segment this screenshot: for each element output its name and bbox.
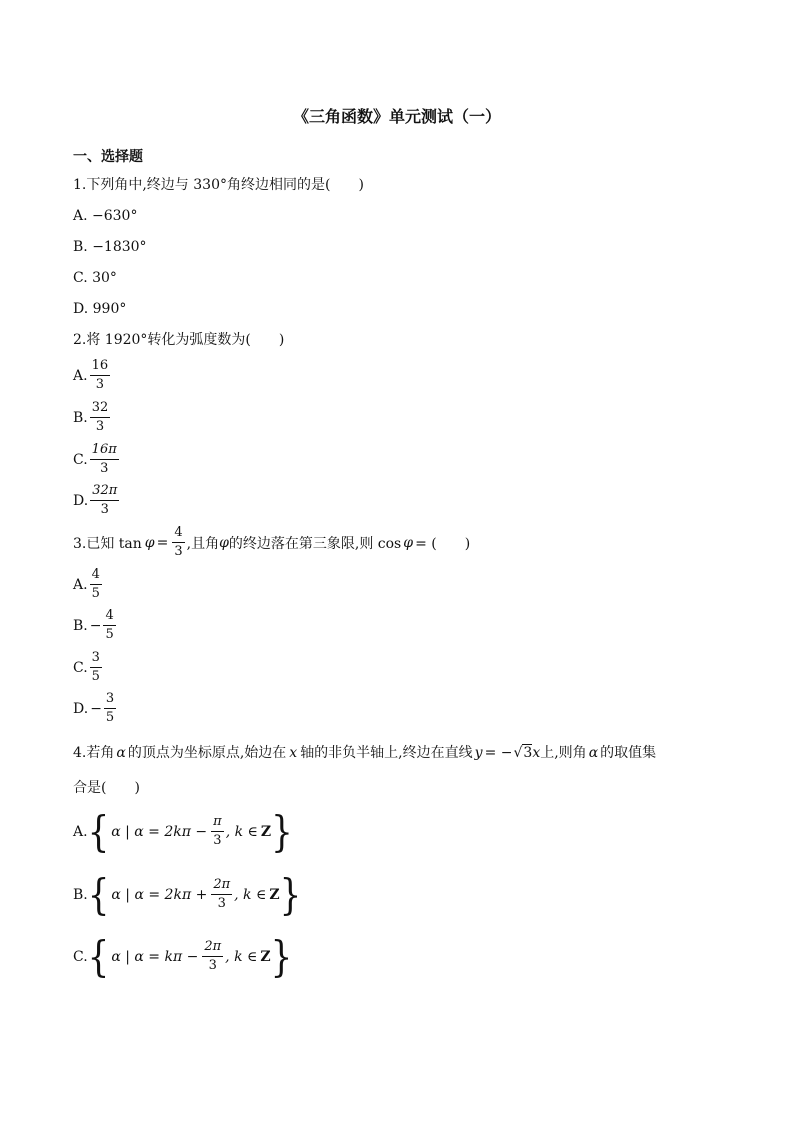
set-condition: , k ∈	[225, 823, 258, 840]
left-brace: {	[87, 869, 110, 920]
question-3-option-d	[73, 690, 118, 727]
sqrt-symbol: √	[513, 745, 523, 761]
integer-set-symbol: Z	[260, 948, 271, 965]
fraction	[90, 649, 102, 686]
denominator: 3	[211, 831, 224, 850]
denominator: 5	[91, 669, 100, 684]
phi-symbol: φ	[403, 534, 414, 551]
question-2-option-d	[73, 482, 121, 519]
phi-symbol: φ	[144, 534, 155, 551]
fraction	[90, 399, 111, 436]
option-label: B.	[73, 617, 88, 634]
question-4-option-c	[73, 931, 293, 982]
fraction	[211, 876, 232, 913]
numerator: π	[213, 814, 222, 829]
stem-text: 的终边落在第三象限,则 cos	[228, 535, 402, 552]
stem-text: 上,则角	[540, 745, 587, 761]
question-2-option-a	[73, 357, 112, 394]
numerator: 16	[91, 358, 109, 373]
fraction	[90, 441, 119, 478]
left-brace: {	[87, 806, 110, 857]
option-label: D.	[73, 700, 89, 717]
stem-text: 的顶点为坐标原点,始边在	[127, 745, 287, 761]
page-title: 《三角函数》单元测试（一）	[292, 107, 501, 126]
numerator: 3	[105, 691, 115, 706]
numerator: 2π	[204, 939, 222, 954]
option-label: A.	[73, 576, 88, 593]
sqrt-radicand: 3	[523, 745, 533, 761]
stem-text: 的取值集	[600, 745, 657, 761]
alpha-symbol: α	[588, 745, 599, 761]
fraction	[103, 607, 115, 644]
question-4-stem-line-2: 合是( )	[73, 780, 140, 796]
x-variable: x	[289, 745, 298, 761]
denominator: 3	[90, 375, 111, 394]
section-heading: 一、选择题	[73, 149, 143, 165]
denominator: 3	[202, 956, 223, 975]
denominator: 5	[105, 710, 115, 725]
stem-text: = ( )	[415, 535, 471, 552]
numerator: 32	[91, 400, 109, 415]
denominator: 5	[105, 627, 114, 642]
set-expression: α | α = kπ −	[111, 948, 199, 965]
set-condition: , k ∈	[225, 948, 258, 965]
right-brace: }	[271, 806, 293, 857]
option-label: D.	[73, 492, 89, 509]
denominator: 3	[90, 459, 119, 478]
question-3-stem	[73, 524, 470, 561]
equals-sign: =	[156, 534, 169, 551]
question-1-option-c: C. 30°	[73, 270, 117, 286]
question-1-stem: 1.下列角中,终边与 330°角终边相同的是( )	[73, 177, 364, 193]
set-expression: α | α = 2kπ +	[111, 886, 208, 903]
fraction	[202, 938, 223, 975]
question-4-stem	[73, 744, 656, 762]
fraction	[211, 813, 224, 850]
option-label: B.	[73, 886, 88, 903]
phi-symbol: φ	[219, 534, 229, 551]
set-condition: , k ∈	[234, 886, 267, 903]
fraction	[104, 690, 116, 727]
option-label: C.	[73, 659, 88, 676]
numerator: 2π	[213, 877, 231, 892]
right-brace: }	[270, 931, 293, 982]
numerator: 16π	[91, 442, 117, 457]
fraction	[90, 566, 102, 603]
numerator: 4	[174, 525, 183, 540]
question-3-option-c	[73, 649, 104, 686]
denominator: 5	[91, 586, 100, 601]
numerator: 32π	[92, 483, 118, 498]
stem-text: 4.若角	[73, 745, 115, 761]
fraction	[90, 357, 111, 394]
question-1-option-a: A. −630°	[73, 208, 138, 224]
option-label: A.	[73, 823, 88, 840]
question-4-option-a	[73, 806, 293, 857]
question-2-stem: 2.将 1920°转化为弧度数为( )	[73, 332, 285, 348]
right-brace: }	[279, 869, 302, 920]
question-2-option-b	[73, 399, 112, 436]
left-brace: {	[87, 931, 110, 982]
x-variable: x	[532, 745, 541, 761]
integer-set-symbol: Z	[269, 886, 280, 903]
question-4-option-b	[73, 869, 302, 920]
question-3-option-a	[73, 566, 104, 603]
y-variable: y	[474, 745, 483, 761]
integer-set-symbol: Z	[260, 823, 272, 840]
stem-text: ,且角	[186, 535, 220, 552]
stem-text: = −	[484, 745, 513, 761]
sign: −	[89, 617, 102, 634]
stem-text: 轴的非负半轴上,终边在直线	[300, 745, 473, 761]
option-label: B.	[73, 409, 88, 426]
fraction	[90, 482, 119, 519]
option-label: A.	[73, 367, 88, 384]
question-3-option-b	[73, 607, 118, 644]
denominator: 3	[211, 894, 232, 913]
fraction	[172, 524, 184, 561]
option-label: C.	[73, 948, 88, 965]
numerator: 3	[91, 650, 100, 665]
option-label: C.	[73, 451, 88, 468]
denominator: 3	[90, 500, 119, 519]
denominator: 3	[174, 544, 183, 559]
numerator: 4	[105, 608, 114, 623]
set-expression: α | α = 2kπ −	[111, 823, 208, 840]
stem-text: 3.已知 tan	[73, 535, 142, 552]
question-2-option-c	[73, 441, 121, 478]
alpha-symbol: α	[116, 745, 126, 761]
question-1-option-b: B. −1830°	[73, 239, 147, 255]
denominator: 3	[90, 417, 111, 436]
sign: −	[90, 700, 102, 717]
question-1-option-d: D. 990°	[73, 301, 127, 317]
numerator: 4	[91, 567, 100, 582]
